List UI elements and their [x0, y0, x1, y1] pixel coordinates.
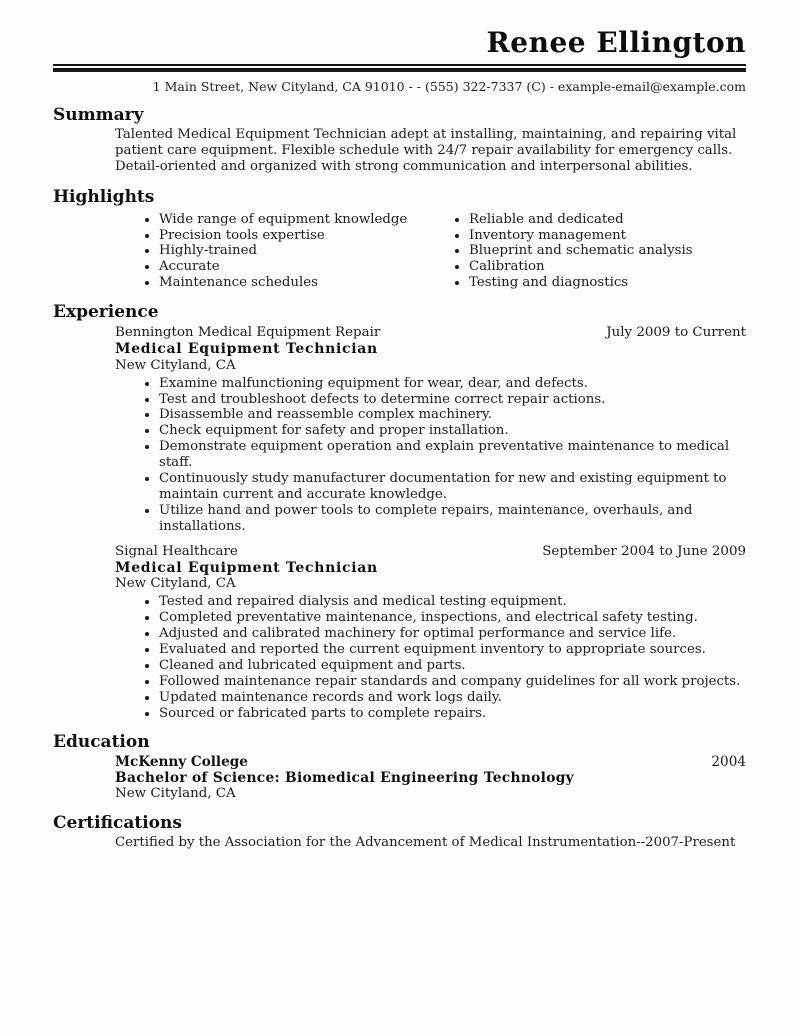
- highlight-item: • Blueprint and schematic analysis: [469, 243, 693, 259]
- job-bullet: • Test and troubleshoot defects to determine correct repair actions.: [159, 392, 746, 408]
- section-certifications: [53, 813, 746, 851]
- highlight-item: • Calibration: [469, 259, 693, 275]
- job-bullet: • Disassemble and reassemble complex machinery.: [159, 407, 746, 423]
- highlights-title: Highlights: [53, 186, 155, 207]
- job-bullet: • Check equipment for safety and proper installation.: [159, 423, 746, 439]
- highlights-column-right: [425, 212, 693, 292]
- highlight-item: • Testing and diagnostics: [469, 275, 693, 291]
- divider-thick-line: [53, 68, 746, 72]
- highlight-item: • Highly-trained: [159, 243, 411, 259]
- job-bullet: • Demonstrate equipment operation and explain preventative maintenance to medical staff.: [159, 439, 746, 471]
- job-bullet: • Sourced or fabricated parts to complete repairs.: [159, 706, 746, 722]
- job-bullet: • Completed preventative maintenance, inspections, and electrical safety testing.: [159, 610, 746, 626]
- highlight-item: • Reliable and dedicated: [469, 212, 693, 228]
- job-bullet: • Adjusted and calibrated machinery for optimal performance and service life.: [159, 626, 746, 642]
- section-experience: [53, 302, 746, 721]
- job-bullet: • Utilize hand and power tools to complete repairs, maintenance, overhauls, and installations.: [159, 503, 746, 535]
- job-bullet-list: [53, 376, 746, 535]
- summary-text: Talented Medical Equipment Technician adept at installing, maintaining, and repairing vital patient care equipment. Flexible schedule with 24/7 repair availability for emergency calls. Detail-oriented and organized with strong communication and interpersonal abilities.: [115, 127, 737, 175]
- highlight-item: • Wide range of equipment knowledge: [159, 212, 411, 228]
- job-bullet: • Continuously study manufacturer documentation for new and existing equipment to maintain current and accurate knowledge.: [159, 471, 746, 503]
- candidate-name: Renee Ellington: [486, 26, 746, 59]
- education-year: 2004: [711, 754, 746, 771]
- education-degree: Bachelor of Science: Biomedical Engineering Technology: [115, 770, 574, 787]
- job-dates: July 2009 to Current: [606, 325, 746, 341]
- job-bullet: • Cleaned and lubricated equipment and parts.: [159, 658, 746, 674]
- job-bullet-list: [53, 594, 746, 721]
- job-entry-1: [53, 325, 746, 535]
- highlight-item: • Precision tools expertise: [159, 228, 411, 244]
- highlight-item: • Inventory management: [469, 228, 693, 244]
- education-location: New Cityland, CA: [115, 786, 236, 802]
- highlight-item: • Accurate: [159, 259, 411, 275]
- section-summary: [53, 105, 746, 176]
- job-header: [115, 325, 746, 341]
- divider-thin-line: [53, 64, 746, 66]
- job-header: [115, 544, 746, 560]
- job-bullet: • Followed maintenance repair standards and company guidelines for all work projects.: [159, 674, 746, 690]
- education-entry: [53, 754, 746, 802]
- section-highlights: [53, 187, 746, 292]
- job-bullet: • Evaluated and reported the current equipment inventory to appropriate sources.: [159, 642, 746, 658]
- experience-title: Experience: [53, 302, 159, 323]
- highlights-columns: [53, 209, 746, 292]
- job-bullet: • Examine malfunctioning equipment for wear, dear, and defects.: [159, 376, 746, 392]
- certifications-title: Certifications: [53, 813, 182, 834]
- job-location: New Cityland, CA: [115, 357, 236, 373]
- highlight-item: • Maintenance schedules: [159, 275, 411, 291]
- job-company: Bennington Medical Equipment Repair: [115, 325, 381, 341]
- job-title: Medical Equipment Technician: [115, 559, 378, 576]
- education-header: [115, 754, 746, 770]
- job-title: Medical Equipment Technician: [115, 341, 378, 358]
- education-school: McKenny College: [115, 754, 248, 771]
- job-entry-2: [53, 544, 746, 722]
- job-location: New Cityland, CA: [115, 576, 236, 592]
- header-divider: [53, 64, 746, 72]
- job-dates: September 2004 to June 2009: [542, 543, 746, 559]
- summary-title: Summary: [53, 105, 144, 125]
- job-company: Signal Healthcare: [115, 543, 238, 559]
- highlights-column-left: [115, 212, 411, 292]
- job-bullet: • Tested and repaired dialysis and medical testing equipment.: [159, 594, 746, 610]
- contact-line: 1 Main Street, New Cityland, CA 91010 - - (555) 322-7337 (C) - example-email@example.com: [152, 79, 746, 94]
- job-bullet: • Updated maintenance records and work logs daily.: [159, 690, 746, 706]
- section-education: [53, 732, 746, 802]
- certifications-text: Certified by the Association for the Advancement of Medical Instrumentation--2007-Present: [115, 835, 736, 851]
- resume-header: [53, 24, 746, 94]
- education-title: Education: [53, 732, 150, 753]
